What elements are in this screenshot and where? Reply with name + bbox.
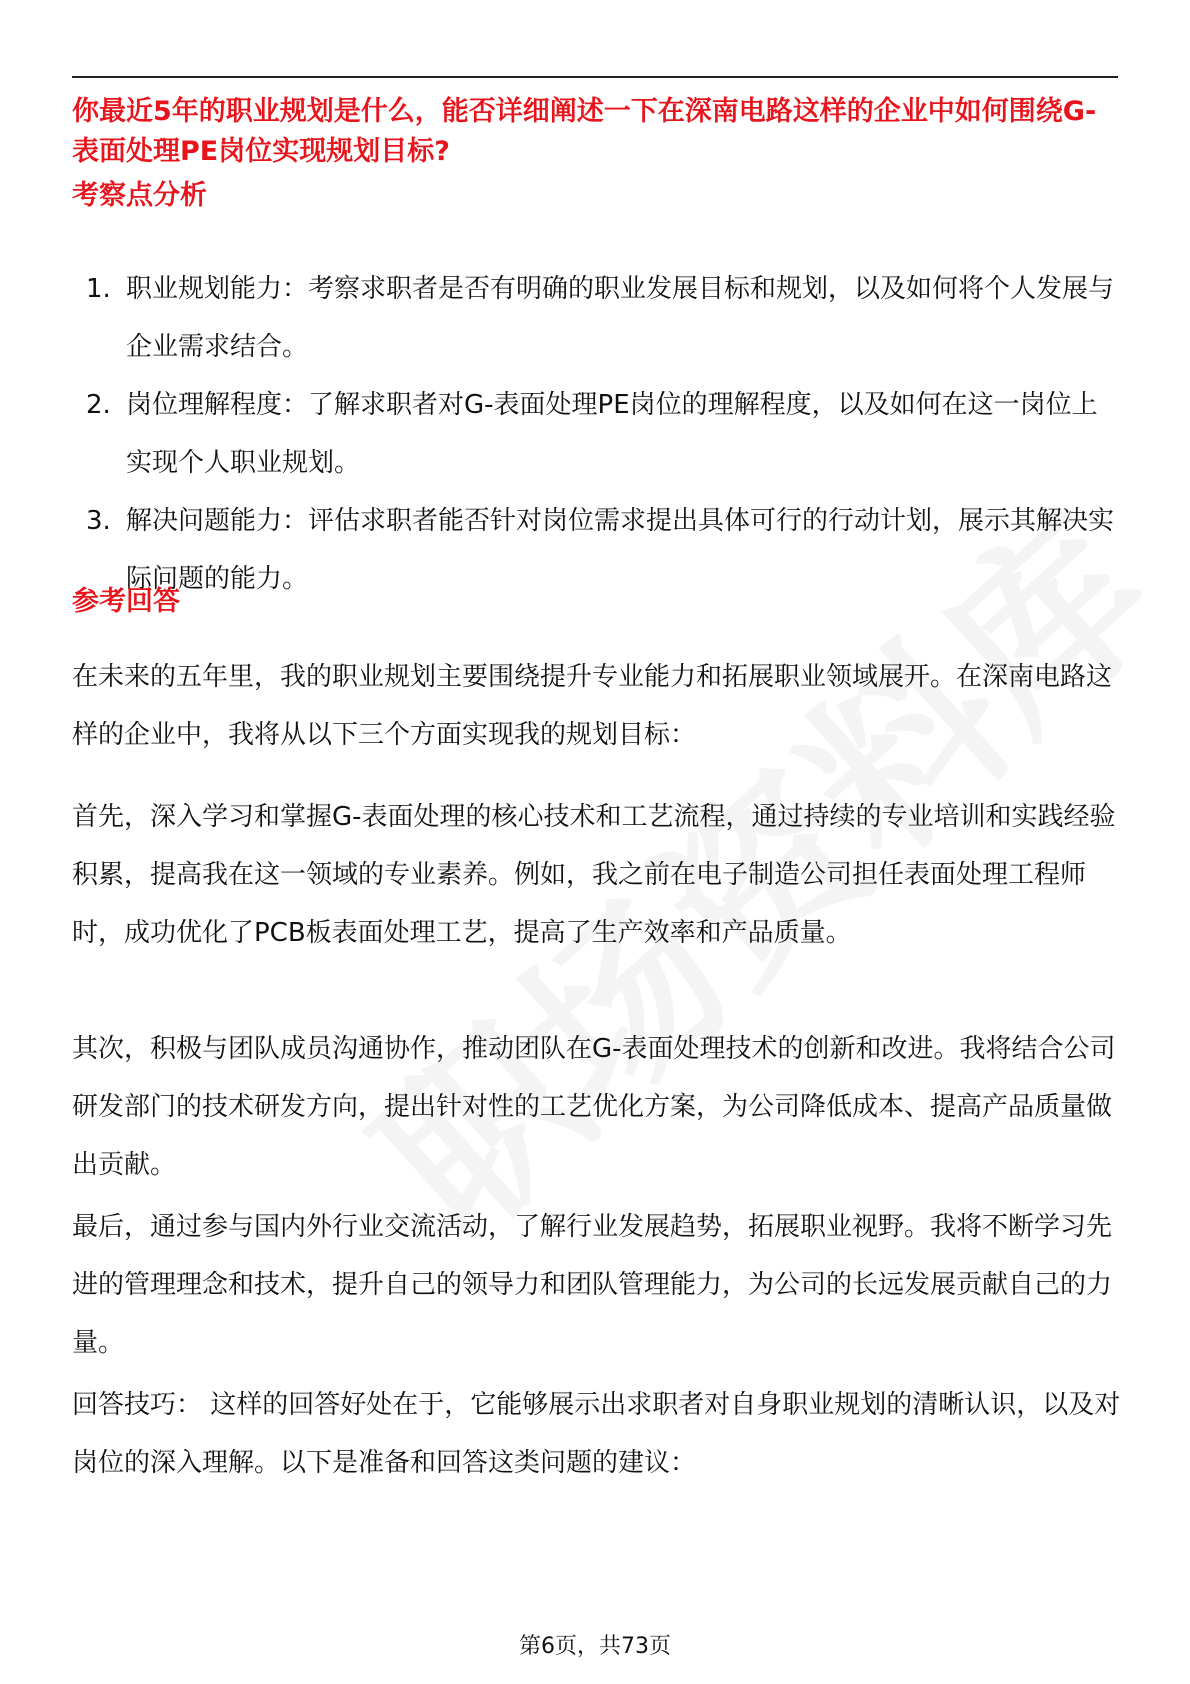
analysis-item bbox=[72, 260, 1122, 376]
analysis-item-text: 岗位理解程度：了解求职者对G-表面处理PE岗位的理解程度，以及如何在这一岗位上实现个人职业规划。 bbox=[126, 390, 1098, 478]
page-number-footer: 第6页，共73页 bbox=[519, 1634, 671, 1659]
analysis-item bbox=[72, 376, 1122, 492]
analysis-item bbox=[72, 492, 1122, 608]
answer-paragraph: 其次，积极与团队成员沟通协作，推动团队在G-表面处理技术的创新和改进。我将结合公司研发部门的技术研发方向，提出针对性的工艺优化方案，为公司降低成本、提高产品质量做出贡献。 bbox=[72, 1034, 1116, 1180]
answer-paragraph: 在未来的五年里，我的职业规划主要围绕提升专业能力和拓展职业领域展开。在深南电路这样的企业中，我将从以下三个方面实现我的规划目标： bbox=[72, 662, 1113, 750]
analysis-heading: 考察点分析 bbox=[72, 180, 207, 211]
question-title: 你最近5年的职业规划是什么，能否详细阐述一下在深南电路这样的企业中如何围绕G-表面处理PE岗位实现规划目标? bbox=[72, 96, 1097, 167]
analysis-item-text: 职业规划能力：考察求职者是否有明确的职业发展目标和规划，以及如何将个人发展与企业需求结合。 bbox=[126, 274, 1115, 362]
analysis-item-text: 解决问题能力：评估求职者能否针对岗位需求提出具体可行的行动计划，展示其解决实际问题的能力。 bbox=[126, 506, 1115, 594]
analysis-item-number: 1. bbox=[86, 274, 111, 304]
answer-tip-paragraph: 回答技巧： 这样的回答好处在于，它能够展示出求职者对自身职业规划的清晰认识，以及对岗位的深入理解。以下是准备和回答这类问题的建议： bbox=[72, 1390, 1121, 1478]
top-rule bbox=[72, 76, 1118, 78]
analysis-item-number: 2. bbox=[86, 390, 111, 420]
analysis-list bbox=[72, 260, 1122, 608]
answer-heading: 参考回答 bbox=[72, 586, 180, 617]
answer-paragraph: 最后，通过参与国内外行业交流活动，了解行业发展趋势，拓展职业视野。我将不断学习先进的管理理念和技术，提升自己的领导力和团队管理能力，为公司的长远发展贡献自己的力量。 bbox=[72, 1212, 1113, 1358]
analysis-item-number: 3. bbox=[86, 506, 111, 536]
answer-paragraph: 首先，深入学习和掌握G-表面处理的核心技术和工艺流程，通过持续的专业培训和实践经验积累，提高我在这一领域的专业素养。例如，我之前在电子制造公司担任表面处理工程师时，成功优化了PCB板表面处理工艺，提高了生产效率和产品质量。 bbox=[72, 802, 1116, 948]
